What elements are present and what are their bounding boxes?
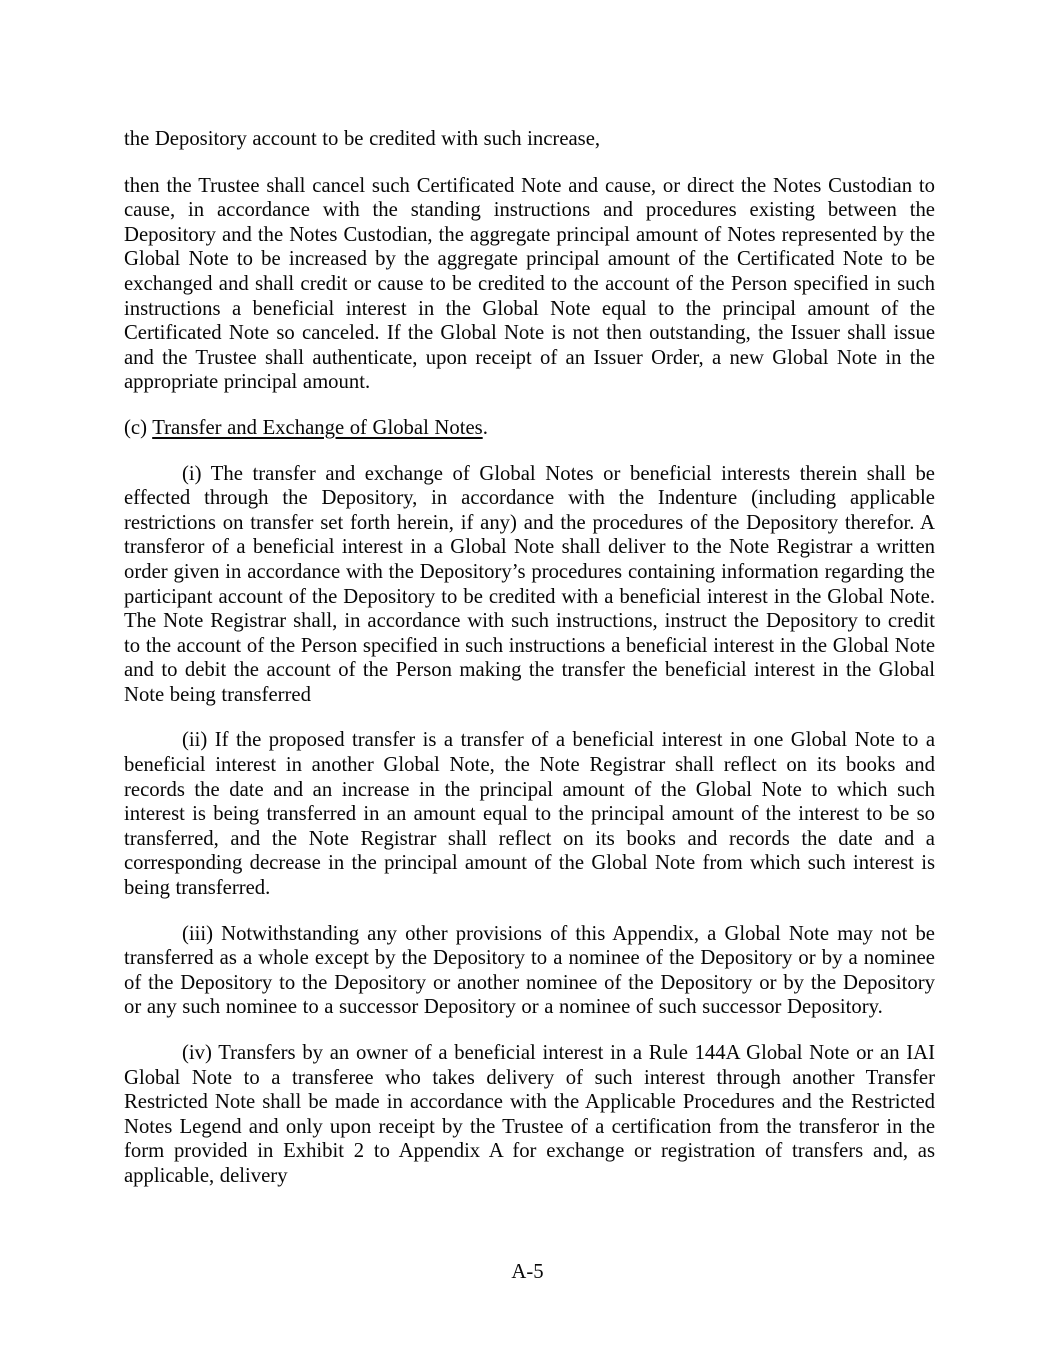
- heading-clause-label: (c): [124, 416, 153, 439]
- subparagraph-iii: (iii) Notwithstanding any other provisions of this Appendix, a Global Note may not be transferred as a whole except by the Depository to a nominee of the Depository or by a nominee of the Depository to the Depository or another nominee of the Depository or by the Depository or any such nominee to a successor Depository or a nominee of such successor Depository.: [124, 922, 935, 1019]
- heading-title-underlined: Transfer and Exchange of Global Notes: [152, 416, 483, 439]
- document-body: [124, 127, 935, 1189]
- clause-continuation-line: the Depository account to be credited with such increase,: [124, 128, 601, 150]
- subparagraph-i: (i) The transfer and exchange of Global Notes or beneficial interests therein shall be effected through the Depository, in accordance with the Indenture (including applicable restrictions on transfer set forth herein, if any) and the procedures of the Depository therefor. A transferor of a beneficial interest in a Global Note shall deliver to the Note Registrar a written order given in accordance with the Depository’s procedures containing information regarding the participant account of the Depository to be credited with a beneficial interest in the Global Note. The Note Registrar shall, in accordance with such instructions, instruct the Depository to credit to the account of the Person specified in such instructions a beneficial interest in the Global Note and to debit the account of the Person making the transfer the beneficial interest in the Global Note being transferred: [124, 462, 935, 706]
- subparagraph-ii: (ii) If the proposed transfer is a transfer of a beneficial interest in one Global Note to a beneficial interest in another Global Note, the Note Registrar shall reflect on its books and records the date and an increase in the principal amount of the Global Note to which such interest is being transferred in an amount equal to the principal amount of the interest to be so transferred, and the Note Registrar shall reflect on its books and records the date and a corresponding decrease in the principal amount of the Global Note from which such interest is being transferred.: [124, 729, 935, 900]
- page-number: A-5: [511, 1261, 544, 1283]
- heading-transfer-and-exchange: [124, 416, 935, 441]
- subparagraph-iv: (iv) Transfers by an owner of a beneficial interest in a Rule 144A Global Note or an IAI Global Note to a transferee who takes delivery of such interest through another Transfer Restricted Note shall be made in accordance with the Applicable Procedures and the Restricted Notes Legend and only upon receipt by the Trustee of a certification from the transferor in the form provided in Exhibit 2 to Appendix A for exchange or registration of transfers and, as applicable, delivery: [124, 1042, 935, 1187]
- heading-period: .: [482, 416, 488, 439]
- paragraph-trustee-cancel: then the Trustee shall cancel such Certificated Note and cause, or direct the Notes Custodian to cause, in accordance with the standing instructions and procedures existing between the Depository and the Notes Custodian, the aggregate principal amount of Notes represented by the Global Note to be increased by the aggregate principal amount of the Certificated Note to be exchanged and shall credit or cause to be credited to the account of the Person specified in such instructions a beneficial interest in the Global Note equal to the principal amount of the Certificated Note so canceled. If the Global Note is not then outstanding, the Issuer shall issue and the Trustee shall authenticate, upon receipt of an Issuer Order, a new Global Note in the appropriate principal amount.: [124, 174, 935, 394]
